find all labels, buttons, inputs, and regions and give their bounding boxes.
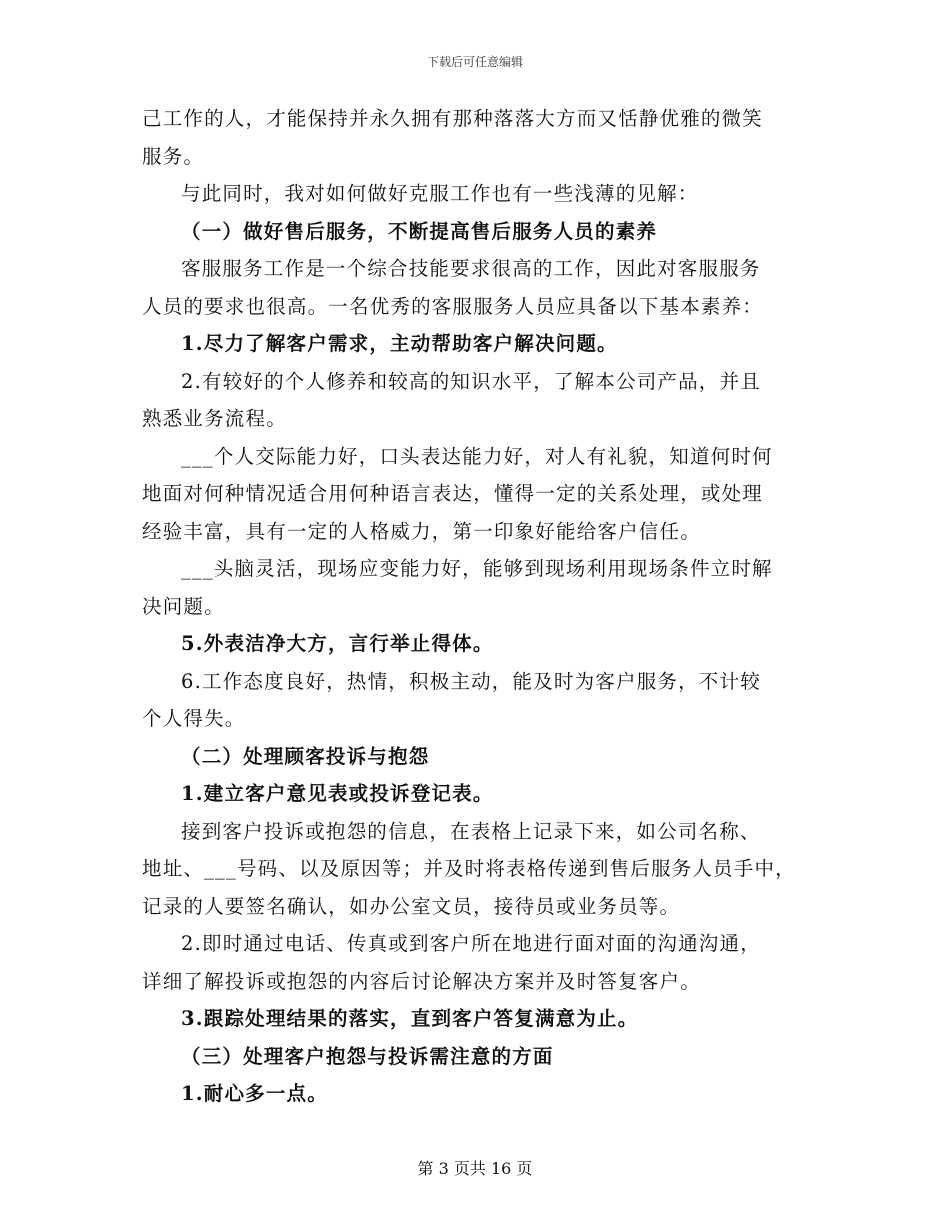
body-line: 详细了解投诉或抱怨的内容后讨论解决方案并及时答复客户。 [142,969,701,993]
body-line: 记录的人要签名确认，如办公室文员，接待员或业务员等。 [142,894,681,918]
body-line: 熟悉业务流程。 [142,407,287,430]
body-line: 人员的要求也很高。一名优秀的客服服务人员应具备以下基本素养： [142,294,764,318]
body-line: 个人得失。 [142,707,246,730]
list-item-heading: 1.尽力了解客户需求，主动帮助客户解决问题。 [181,332,618,355]
list-item-heading: 1.耐心多一点。 [181,1082,328,1105]
list-item-heading: 5.外表洁净大方，言行举止得体。 [181,632,494,655]
list-item: ___个人交际能力好，口头表达能力好，对人有礼貌，知道何时何 [181,444,773,468]
body-line: 地址、___号码、以及原因等；并及时将表格传递到售后服务人员手中， [142,857,796,880]
section-heading: （一）做好售后服务，不断提高售后服务人员的素养 [181,219,658,243]
section-heading: （三）处理客户抱怨与投诉需注意的方面 [181,1044,554,1068]
body-line: 经验丰富，具有一定的人格威力，第一印象好能给客户信任。 [142,519,701,543]
page-footer: 第 3 页共 16 页 [417,1159,533,1178]
list-item: 2.即时通过电话、传真或到客户所在地进行面对面的沟通沟通， [181,932,761,955]
paragraph-line: 与此同时，我对如何做好克服工作也有一些浅薄的见解： [181,182,699,205]
list-item-heading: 3.跟踪处理结果的落实，直到客户答复满意为止。 [181,1007,639,1030]
document-body [142,100,817,1113]
body-line: 服务。 [142,144,205,168]
body-line: 地面对何种情况适合用何种语言表达，懂得一定的关系处理，或处理 [142,482,764,505]
paragraph-line: 接到客户投诉或抱怨的信息，在表格上记录下来，如公司名称、 [181,819,761,843]
body-line: 决问题。 [142,594,225,618]
list-item: 6.工作态度良好，热情，积极主动，能及时为客户服务，不计较 [181,669,761,693]
list-item: 2.有较好的个人修养和较高的知识水平，了解本公司产品，并且 [181,369,761,393]
list-item-heading: 1.建立客户意见表或投诉登记表。 [181,782,494,805]
page-header: 下载后可任意编辑 [426,55,523,69]
paragraph-line: 客服服务工作是一个综合技能要求很高的工作，因此对客服服务 [181,257,761,280]
list-item: ___头脑灵活，现场应变能力好，能够到现场利用现场条件立时解 [181,557,773,580]
section-heading: （二）处理顾客投诉与抱怨 [181,744,430,768]
body-line: 己工作的人，才能保持并永久拥有那种落落大方而又恬静优雅的微笑 [142,107,764,130]
